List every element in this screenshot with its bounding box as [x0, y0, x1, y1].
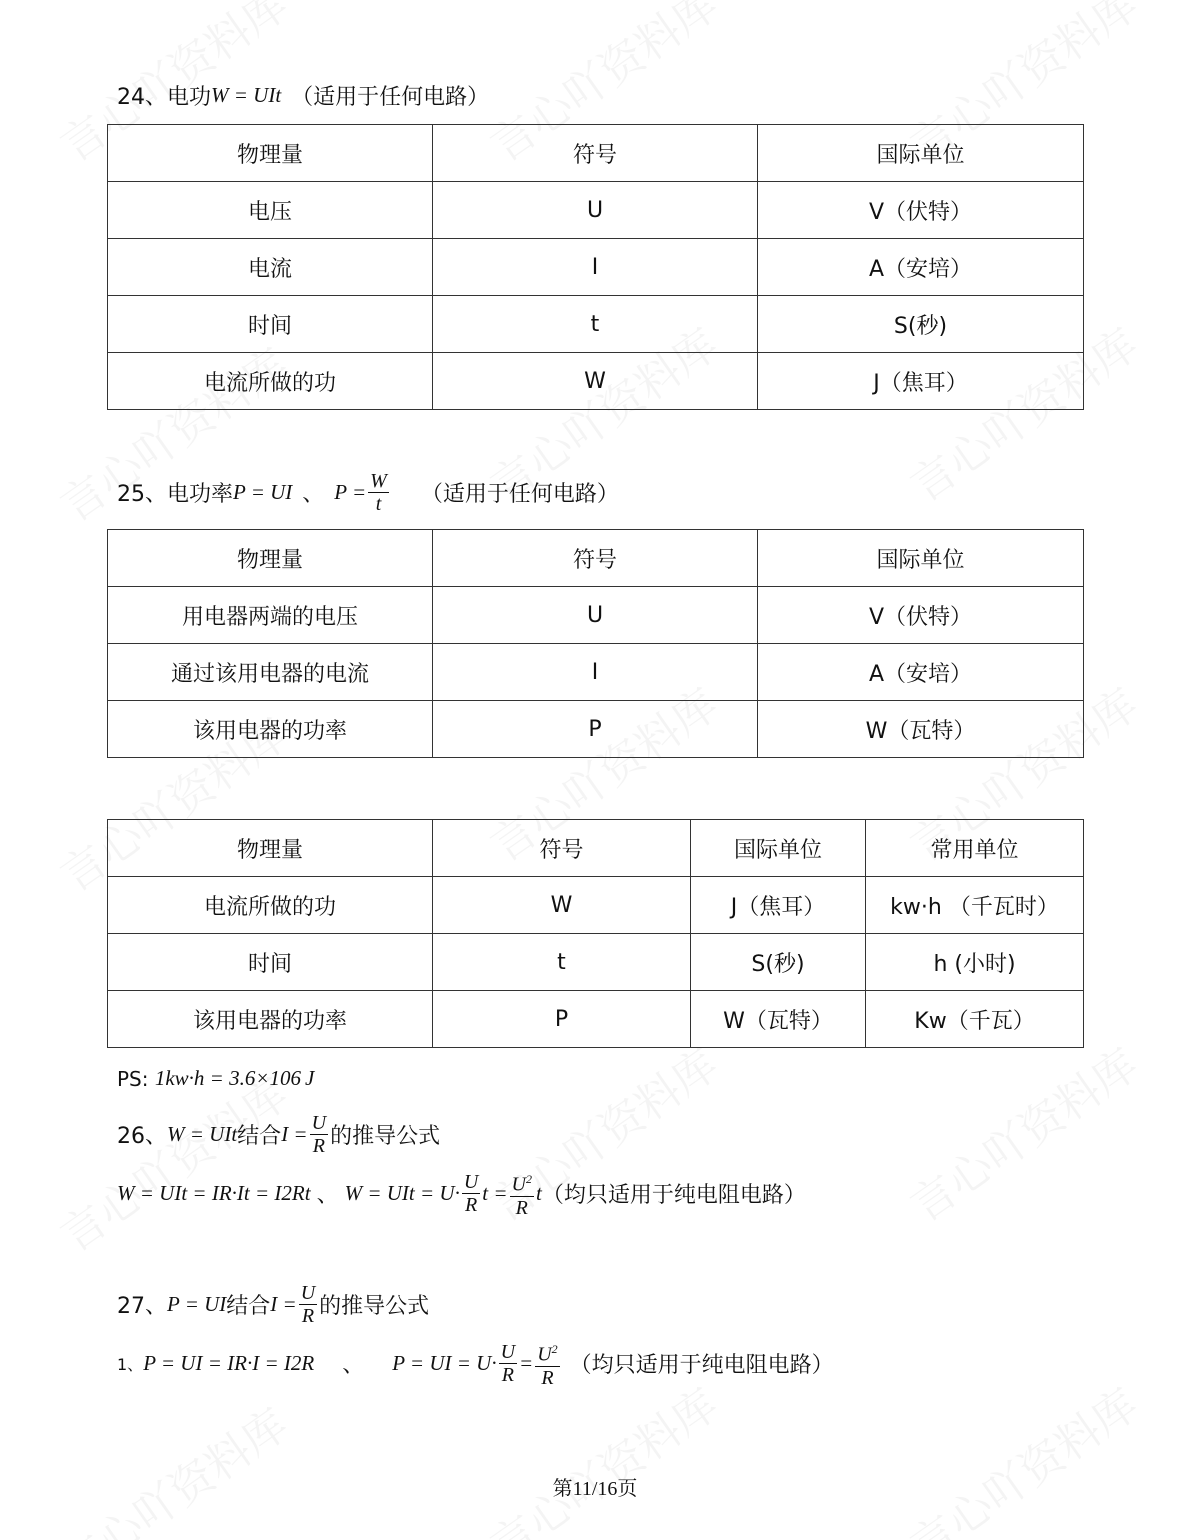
formula: P =	[334, 480, 367, 504]
formula: 1kw·h = 3.6×10	[154, 1066, 291, 1090]
cell: 电流	[108, 239, 433, 296]
ps-label: PS:	[117, 1066, 149, 1091]
note: （均只适用于纯电阻电路）	[569, 1352, 834, 1378]
table-header-row	[108, 125, 1084, 182]
header-cell: 国际单位	[758, 530, 1084, 587]
table-row	[108, 353, 1084, 410]
ps-note	[117, 1066, 314, 1091]
cell: J（焦耳）	[691, 877, 866, 934]
cell: t	[433, 296, 758, 353]
text: 结合	[226, 1294, 271, 1319]
numerator: U	[500, 1340, 516, 1363]
cell: U	[433, 587, 758, 644]
table-electric-power	[107, 529, 1084, 758]
cell: 时间	[108, 934, 433, 991]
cell: 电压	[108, 182, 433, 239]
table-row	[108, 934, 1084, 991]
note: （适用于任何电路）	[291, 85, 490, 110]
table-row	[108, 587, 1084, 644]
fraction	[299, 1282, 317, 1327]
table-row	[108, 991, 1084, 1048]
cell: A（安培）	[758, 644, 1084, 701]
table-row	[108, 239, 1084, 296]
cell: P	[433, 701, 758, 758]
cell: t	[433, 934, 691, 991]
exponent: 2	[290, 1350, 302, 1375]
exponent: 2	[526, 1172, 532, 1186]
item-index: 1、	[117, 1354, 144, 1374]
table-row	[108, 182, 1084, 239]
section-number: 25、电功率	[117, 482, 233, 507]
formula: W = UIt = U·	[344, 1180, 460, 1205]
cell: 通过该用电器的电流	[108, 644, 433, 701]
text: 的推导公式	[319, 1294, 430, 1319]
formula: W = UIt	[167, 1122, 238, 1146]
text: 的推导公式	[330, 1124, 441, 1149]
formula: R	[301, 1350, 315, 1375]
separator: 、	[342, 1352, 365, 1378]
fraction	[535, 1338, 559, 1389]
separator: 、	[316, 1182, 339, 1208]
header-cell: 物理量	[108, 125, 433, 182]
table-units	[107, 819, 1084, 1048]
formula: I =	[281, 1122, 308, 1146]
formula: P = UI	[233, 480, 293, 504]
cell: W（瓦特）	[758, 701, 1084, 758]
numerator: U	[311, 1112, 327, 1134]
cell: S(秒)	[691, 934, 866, 991]
section-24-heading	[117, 80, 489, 111]
cell: V（伏特）	[758, 587, 1084, 644]
fraction	[510, 1168, 534, 1219]
section-27-heading	[117, 1282, 429, 1327]
table-row	[108, 296, 1084, 353]
table-row	[108, 877, 1084, 934]
cell: 电流所做的功	[108, 877, 433, 934]
formula: P = UI = U·	[392, 1350, 497, 1375]
cell: 电流所做的功	[108, 353, 433, 410]
fraction	[462, 1171, 480, 1216]
header-cell: 物理量	[108, 530, 433, 587]
header-cell: 国际单位	[758, 125, 1084, 182]
unit: J	[305, 1066, 315, 1090]
note: （均只适用于纯电阻电路）	[541, 1182, 806, 1208]
section-number: 27、	[117, 1294, 167, 1319]
cell: J（焦耳）	[758, 353, 1084, 410]
numerator: U	[463, 1170, 479, 1193]
cell: V（伏特）	[758, 182, 1084, 239]
header-cell: 物理量	[108, 820, 433, 877]
numerator: W	[370, 470, 387, 492]
cell: W	[433, 353, 758, 410]
exponent: 2	[281, 1180, 292, 1205]
exponent: 2	[551, 1342, 558, 1356]
section-25-heading	[117, 470, 619, 515]
fraction	[499, 1341, 517, 1386]
table-electric-work	[107, 124, 1084, 410]
cell: 用电器两端的电压	[108, 587, 433, 644]
denominator: R	[464, 1193, 478, 1216]
cell: I	[433, 644, 758, 701]
cell: h (小时)	[866, 934, 1084, 991]
cell: 该用电器的功率	[108, 991, 433, 1048]
formula: t	[536, 1180, 542, 1205]
section-number: 26、	[117, 1124, 167, 1149]
cell: S(秒)	[758, 296, 1084, 353]
numerator: U	[300, 1282, 316, 1304]
page-number: 第11/16页	[552, 1478, 638, 1500]
cell: U	[433, 182, 758, 239]
header-cell: 常用单位	[866, 820, 1084, 877]
denominator: t	[375, 493, 382, 515]
fraction	[310, 1112, 328, 1157]
watermark	[476, 1370, 729, 1540]
header-cell: 国际单位	[691, 820, 866, 877]
cell: 该用电器的功率	[108, 701, 433, 758]
denominator: R	[301, 1305, 315, 1327]
formula: W = UIt = IR·It = I	[117, 1180, 282, 1205]
table-row	[108, 644, 1084, 701]
section-26-heading	[117, 1112, 440, 1157]
formula: t =	[482, 1180, 508, 1205]
table-header-row	[108, 820, 1084, 877]
cell: Kw（千瓦）	[866, 991, 1084, 1048]
note: （适用于任何电路）	[420, 482, 619, 507]
numerator: U	[511, 1173, 526, 1196]
formula: P = UI	[167, 1292, 227, 1316]
formula: Rt	[291, 1180, 311, 1205]
denominator: R	[312, 1135, 325, 1157]
text: 结合	[237, 1124, 282, 1149]
formula: =	[519, 1350, 534, 1375]
numerator: U	[537, 1343, 552, 1366]
formula: I =	[270, 1292, 297, 1316]
denominator: R	[541, 1366, 554, 1389]
formula: W = UIt	[211, 83, 282, 107]
denominator: R	[501, 1363, 514, 1386]
cell: P	[433, 991, 691, 1048]
exponent: 6	[290, 1066, 302, 1090]
cell: W	[433, 877, 691, 934]
cell: A（安培）	[758, 239, 1084, 296]
separator: 、	[302, 482, 325, 507]
cell: 时间	[108, 296, 433, 353]
formula: P = UI = IR·I = I	[143, 1350, 291, 1375]
section-27-formulas	[117, 1338, 834, 1389]
denominator: R	[515, 1196, 528, 1219]
cell: I	[433, 239, 758, 296]
table-row	[108, 701, 1084, 758]
fraction	[368, 470, 389, 515]
watermark	[46, 1390, 299, 1540]
header-cell: 符号	[433, 125, 758, 182]
watermark	[896, 1030, 1149, 1234]
section-number: 24、电功	[117, 85, 211, 110]
table-header-row	[108, 530, 1084, 587]
header-cell: 符号	[433, 530, 758, 587]
watermark	[896, 1370, 1149, 1540]
header-cell: 符号	[433, 820, 691, 877]
cell: W（瓦特）	[691, 991, 866, 1048]
section-26-formulas	[117, 1168, 806, 1219]
cell: kw·h （千瓦时）	[866, 877, 1084, 934]
